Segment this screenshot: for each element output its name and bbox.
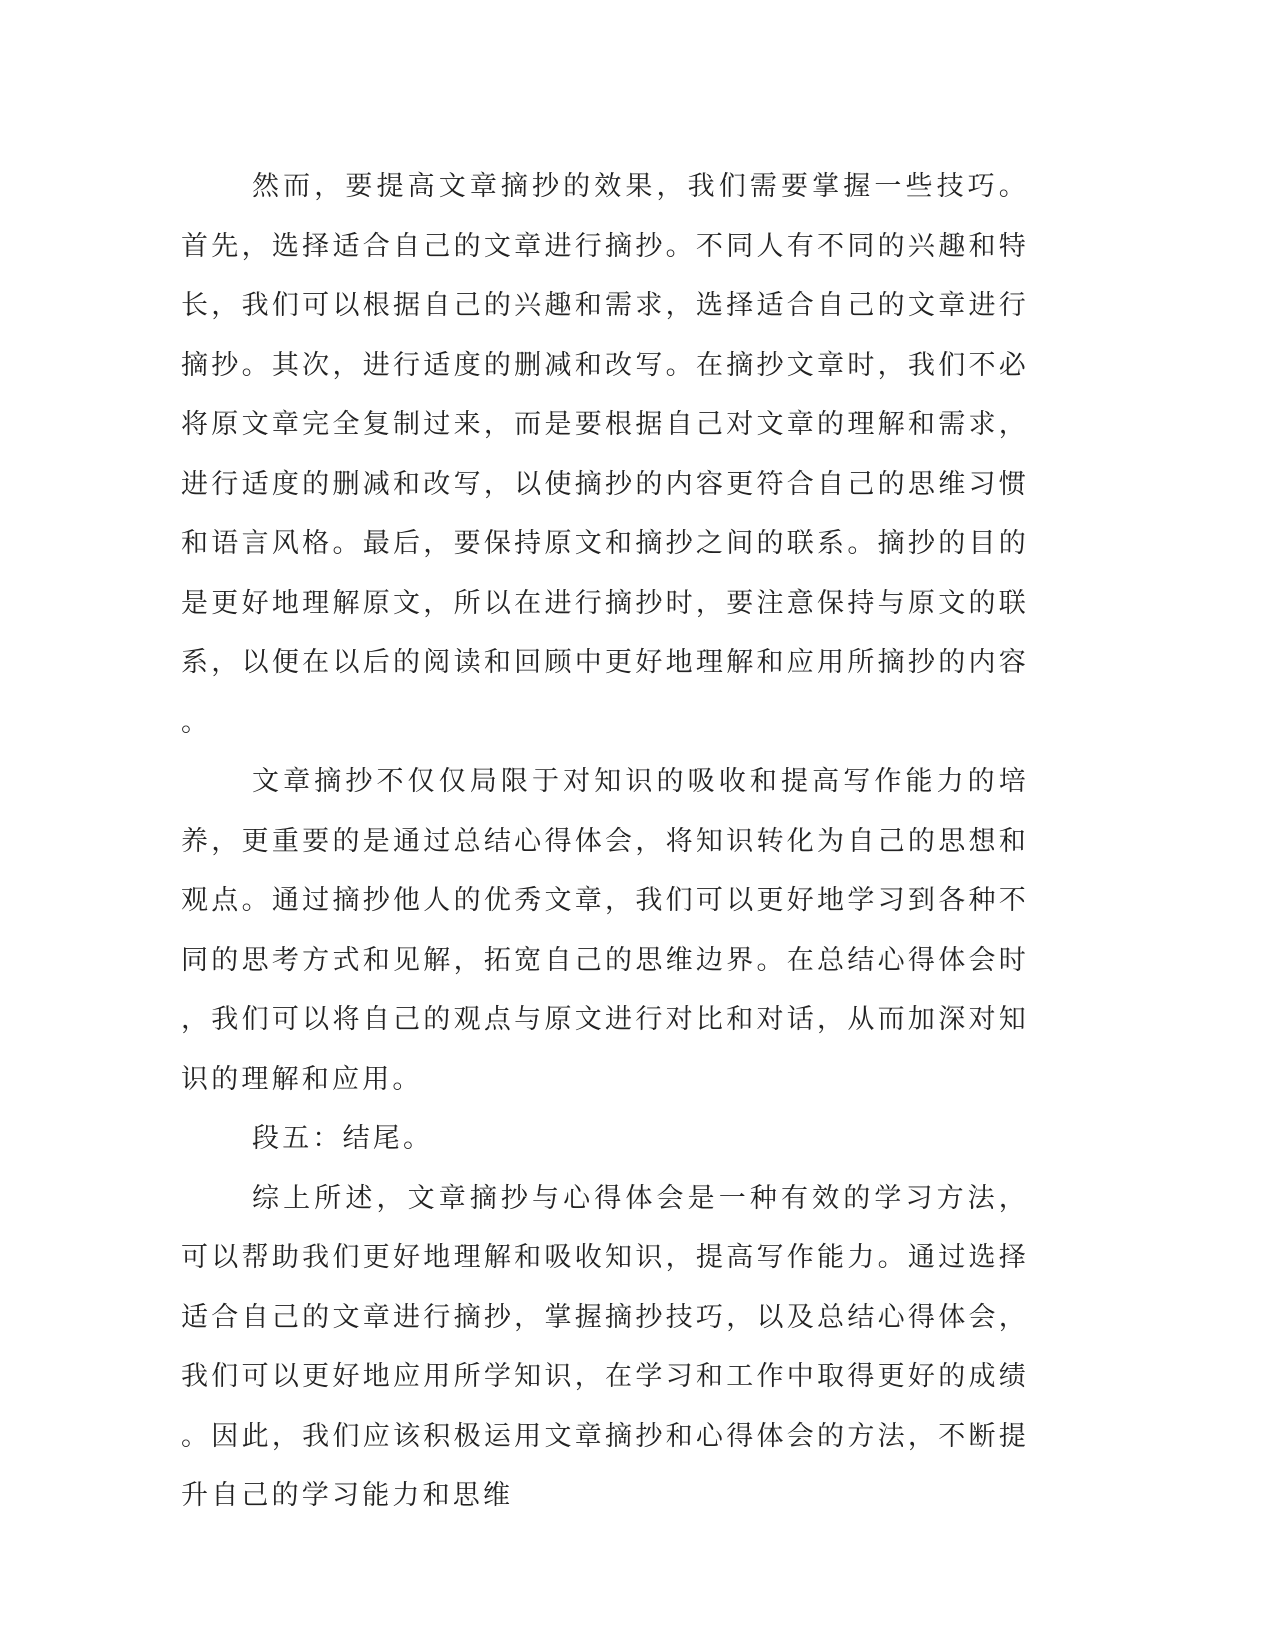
document-body: [181, 157, 1029, 1526]
paragraph-reflection: 文章摘抄不仅仅局限于对知识的吸收和提高写作能力的培养，更重要的是通过总结心得体会，将知识转化为自己的思想和观点。通过摘抄他人的优秀文章，我们可以更好地学习到各种不同的思考方式和见解，拓宽自己的思维边界。在总结心得体会时，我们可以将自己的观点与原文进行对比和对话，从而加深对知识的理解和应用。: [181, 766, 1029, 1095]
paragraph-conclusion: 综上所述，文章摘抄与心得体会是一种有效的学习方法，可以帮助我们更好地理解和吸收知识，提高写作能力。通过选择适合自己的文章进行摘抄，掌握摘抄技巧，以及总结心得体会，我们可以更好地应用所学知识，在学习和工作中取得更好的成绩。因此，我们应该积极运用文章摘抄和心得体会的方法，不断提升自己的学习能力和思维: [181, 1182, 1029, 1511]
section-heading-conclusion: 段五：结尾。: [252, 1123, 434, 1154]
paragraph-techniques: 然而，要提高文章摘抄的效果，我们需要掌握一些技巧。首先，选择适合自己的文章进行摘抄。不同人有不同的兴趣和特长，我们可以根据自己的兴趣和需求，选择适合自己的文章进行摘抄。其次，进行适度的删减和改写。在摘抄文章时，我们不必将原文章完全复制过来，而是要根据自己对文章的理解和需求，进行适度的删减和改写，以使摘抄的内容更符合自己的思维习惯和语言风格。最后，要保持原文和摘抄之间的联系。摘抄的目的是更好地理解原文，所以在进行摘抄时，要注意保持与原文的联系，以便在以后的阅读和回顾中更好地理解和应用所摘抄的内容。: [181, 171, 1029, 738]
